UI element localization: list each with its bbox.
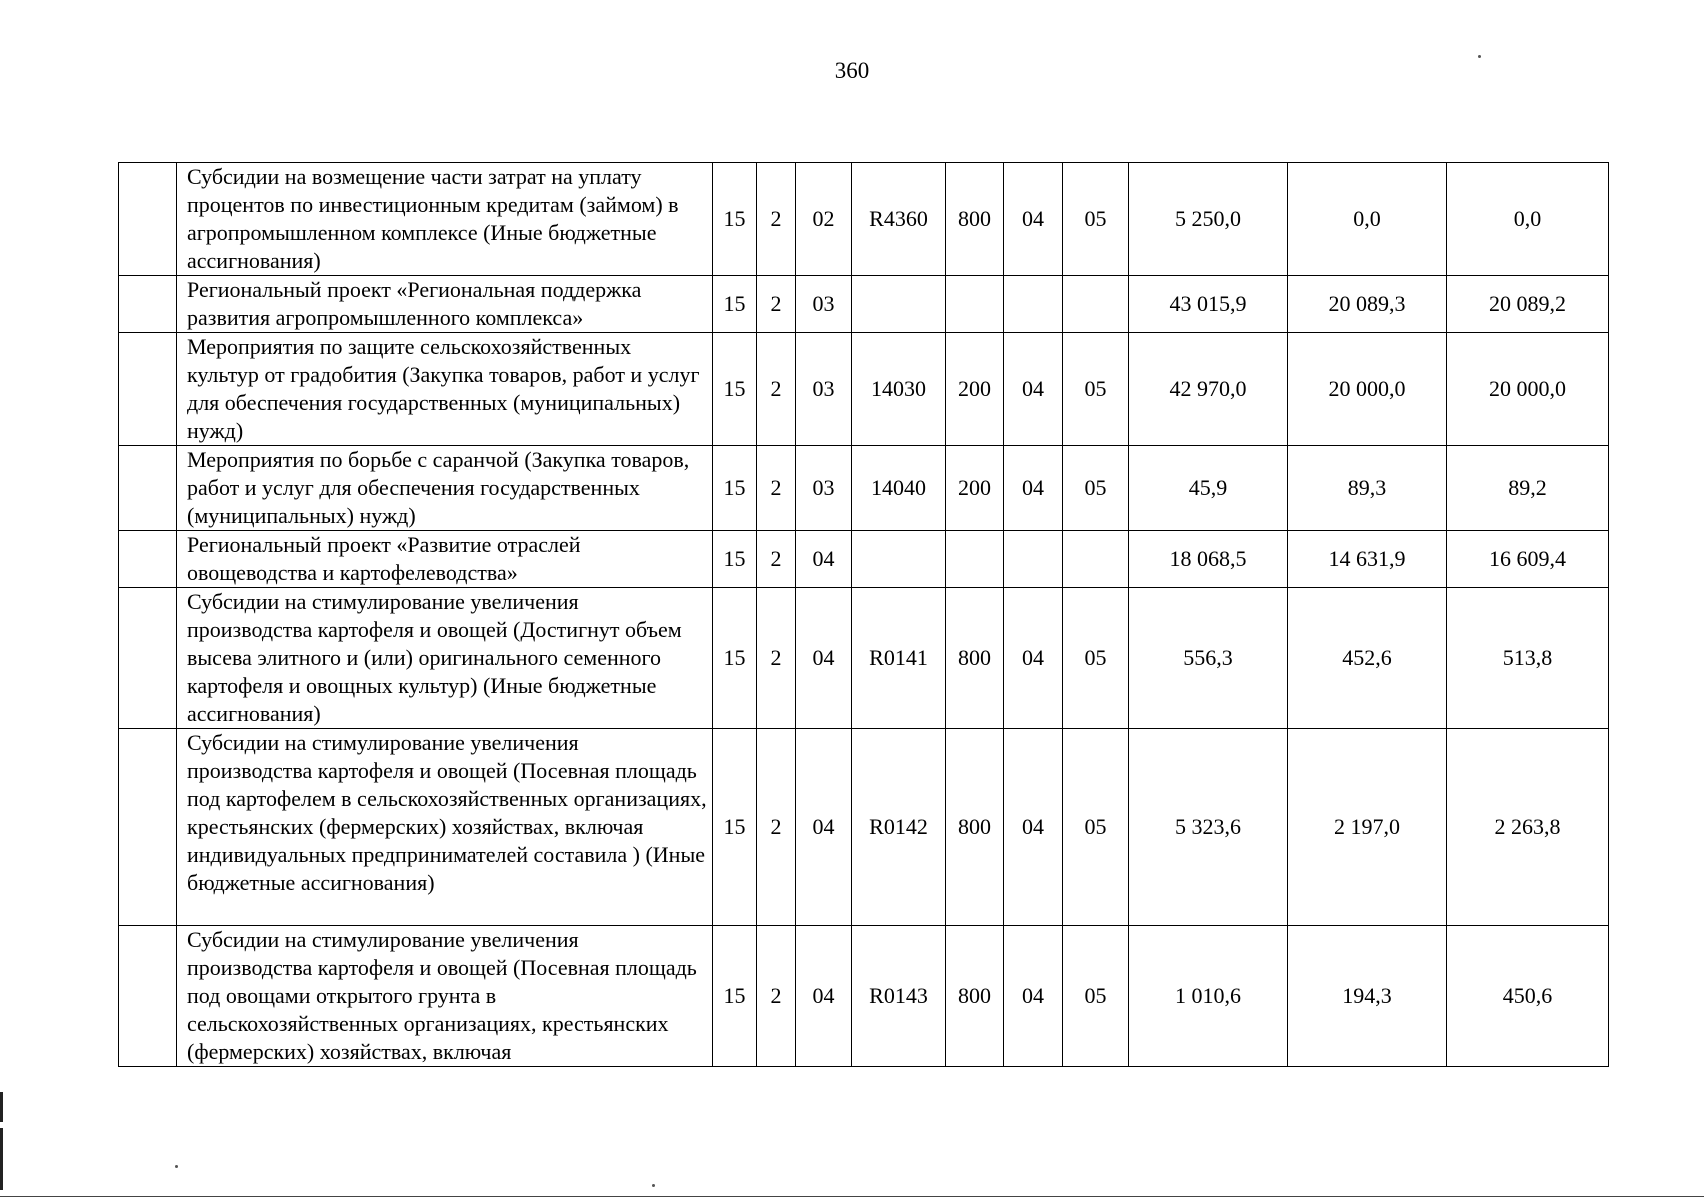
subsection-code-cell: 2: [757, 729, 796, 926]
scan-edge-mark: [0, 1128, 3, 1190]
subchapter-code-cell: [1063, 531, 1129, 588]
scan-speck: [652, 1184, 655, 1187]
chapter-code-cell: 04: [1004, 588, 1063, 729]
amount-year-3-cell: 513,8: [1447, 588, 1609, 729]
chapter-code-cell: 04: [1004, 729, 1063, 926]
amount-year-2-cell: 2 197,0: [1288, 729, 1447, 926]
description-cell: Субсидии на возмещение части затрат на уплату процентов по инвестиционным кредитам (займом) в агропромышленном комплексе (Иные бюджетные ассигнования): [177, 163, 713, 276]
description-cell: Мероприятия по защите сельскохозяйственных культур от градобития (Закупка товаров, работ и услуг для обеспечения государственных (муниципальных) нужд): [177, 333, 713, 446]
subprogram-code-cell: 04: [796, 926, 852, 1067]
subchapter-code-cell: 05: [1063, 333, 1129, 446]
amount-year-3-cell: 2 263,8: [1447, 729, 1609, 926]
amount-year-2-cell: 194,3: [1288, 926, 1447, 1067]
amount-year-1-cell: 1 010,6: [1129, 926, 1288, 1067]
amount-year-2-cell: 20 000,0: [1288, 333, 1447, 446]
amount-year-3-cell: 0,0: [1447, 163, 1609, 276]
row-number-cell: [119, 276, 177, 333]
expense-type-cell: 800: [946, 163, 1004, 276]
amount-year-3-cell: 89,2: [1447, 446, 1609, 531]
description-cell: Субсидии на стимулирование увеличения производства картофеля и овощей (Посевная площадь под овощами открытого грунта в сельскохозяйственных организациях, крестьянских (фермерских) хозяйствах, включая: [177, 926, 713, 1067]
expense-code-cell: [852, 531, 946, 588]
expense-code-cell: R0142: [852, 729, 946, 926]
amount-year-2-cell: 0,0: [1288, 163, 1447, 276]
table-row: [119, 333, 1609, 446]
expense-type-cell: 200: [946, 333, 1004, 446]
subsection-code-cell: 2: [757, 333, 796, 446]
amount-year-2-cell: 89,3: [1288, 446, 1447, 531]
subchapter-code-cell: [1063, 276, 1129, 333]
expense-code-cell: R0141: [852, 588, 946, 729]
expense-code-cell: [852, 276, 946, 333]
expense-type-cell: 200: [946, 446, 1004, 531]
table-row: [119, 276, 1609, 333]
subprogram-code-cell: 04: [796, 531, 852, 588]
subsection-code-cell: 2: [757, 276, 796, 333]
chapter-code-cell: 04: [1004, 446, 1063, 531]
section-code-cell: 15: [713, 926, 757, 1067]
expense-code-cell: 14040: [852, 446, 946, 531]
row-number-cell: [119, 531, 177, 588]
chapter-code-cell: [1004, 531, 1063, 588]
description-cell: Субсидии на стимулирование увеличения производства картофеля и овощей (Посевная площадь под картофелем в сельскохозяйственных организациях, крестьянских (фермерских) хозяйствах, включая индивидуальных предпринимателей составила ) (Иные бюджетные ассигнования): [177, 729, 713, 926]
row-number-cell: [119, 446, 177, 531]
chapter-code-cell: 04: [1004, 926, 1063, 1067]
subsection-code-cell: 2: [757, 446, 796, 531]
subprogram-code-cell: 03: [796, 276, 852, 333]
row-number-cell: [119, 163, 177, 276]
table-row: [119, 729, 1609, 926]
expense-code-cell: R0143: [852, 926, 946, 1067]
subchapter-code-cell: 05: [1063, 729, 1129, 926]
subsection-code-cell: 2: [757, 163, 796, 276]
section-code-cell: 15: [713, 163, 757, 276]
section-code-cell: 15: [713, 446, 757, 531]
amount-year-3-cell: 20 089,2: [1447, 276, 1609, 333]
description-cell: Субсидии на стимулирование увеличения производства картофеля и овощей (Достигнут объем высева элитного и (или) оригинального семенного картофеля и овощных культур) (Иные бюджетные ассигнования): [177, 588, 713, 729]
subprogram-code-cell: 03: [796, 333, 852, 446]
expense-code-cell: 14030: [852, 333, 946, 446]
expense-type-cell: [946, 276, 1004, 333]
subsection-code-cell: 2: [757, 531, 796, 588]
table-row: [119, 163, 1609, 276]
page-number: 360: [834, 58, 870, 83]
amount-year-2-cell: 452,6: [1288, 588, 1447, 729]
description-cell: Мероприятия по борьбе с саранчой (Закупка товаров, работ и услуг для обеспечения государственных (муниципальных) нужд): [177, 446, 713, 531]
amount-year-1-cell: 556,3: [1129, 588, 1288, 729]
section-code-cell: 15: [713, 276, 757, 333]
row-number-cell: [119, 926, 177, 1067]
amount-year-1-cell: 5 323,6: [1129, 729, 1288, 926]
amount-year-3-cell: 450,6: [1447, 926, 1609, 1067]
subsection-code-cell: 2: [757, 926, 796, 1067]
subprogram-code-cell: 03: [796, 446, 852, 531]
subchapter-code-cell: 05: [1063, 926, 1129, 1067]
table-row: [119, 926, 1609, 1067]
amount-year-2-cell: 20 089,3: [1288, 276, 1447, 333]
description-cell: Региональный проект «Региональная поддержка развития агропромышленного комплекса»: [177, 276, 713, 333]
expense-type-cell: 800: [946, 729, 1004, 926]
section-code-cell: 15: [713, 333, 757, 446]
subprogram-code-cell: 04: [796, 588, 852, 729]
expense-type-cell: 800: [946, 926, 1004, 1067]
amount-year-1-cell: 45,9: [1129, 446, 1288, 531]
subchapter-code-cell: 05: [1063, 163, 1129, 276]
budget-table: [118, 162, 1609, 1067]
subprogram-code-cell: 04: [796, 729, 852, 926]
expense-code-cell: R4360: [852, 163, 946, 276]
scan-speck: [175, 1165, 178, 1168]
subchapter-code-cell: 05: [1063, 446, 1129, 531]
amount-year-1-cell: 43 015,9: [1129, 276, 1288, 333]
chapter-code-cell: [1004, 276, 1063, 333]
amount-year-1-cell: 42 970,0: [1129, 333, 1288, 446]
amount-year-2-cell: 14 631,9: [1288, 531, 1447, 588]
expense-type-cell: [946, 531, 1004, 588]
row-number-cell: [119, 588, 177, 729]
amount-year-3-cell: 16 609,4: [1447, 531, 1609, 588]
subchapter-code-cell: 05: [1063, 588, 1129, 729]
row-number-cell: [119, 729, 177, 926]
chapter-code-cell: 04: [1004, 163, 1063, 276]
amount-year-3-cell: 20 000,0: [1447, 333, 1609, 446]
chapter-code-cell: 04: [1004, 333, 1063, 446]
scan-speck: [1478, 55, 1481, 58]
table-row: [119, 446, 1609, 531]
scan-edge-mark: [0, 1092, 3, 1122]
table-row: [119, 588, 1609, 729]
amount-year-1-cell: 5 250,0: [1129, 163, 1288, 276]
section-code-cell: 15: [713, 588, 757, 729]
row-number-cell: [119, 333, 177, 446]
section-code-cell: 15: [713, 531, 757, 588]
table-body: [119, 163, 1609, 1067]
description-cell: Региональный проект «Развитие отраслей овощеводства и картофелеводства»: [177, 531, 713, 588]
subprogram-code-cell: 02: [796, 163, 852, 276]
section-code-cell: 15: [713, 729, 757, 926]
table-row: [119, 531, 1609, 588]
amount-year-1-cell: 18 068,5: [1129, 531, 1288, 588]
expense-type-cell: 800: [946, 588, 1004, 729]
scan-bottom-line: [0, 1196, 1704, 1197]
subsection-code-cell: 2: [757, 588, 796, 729]
